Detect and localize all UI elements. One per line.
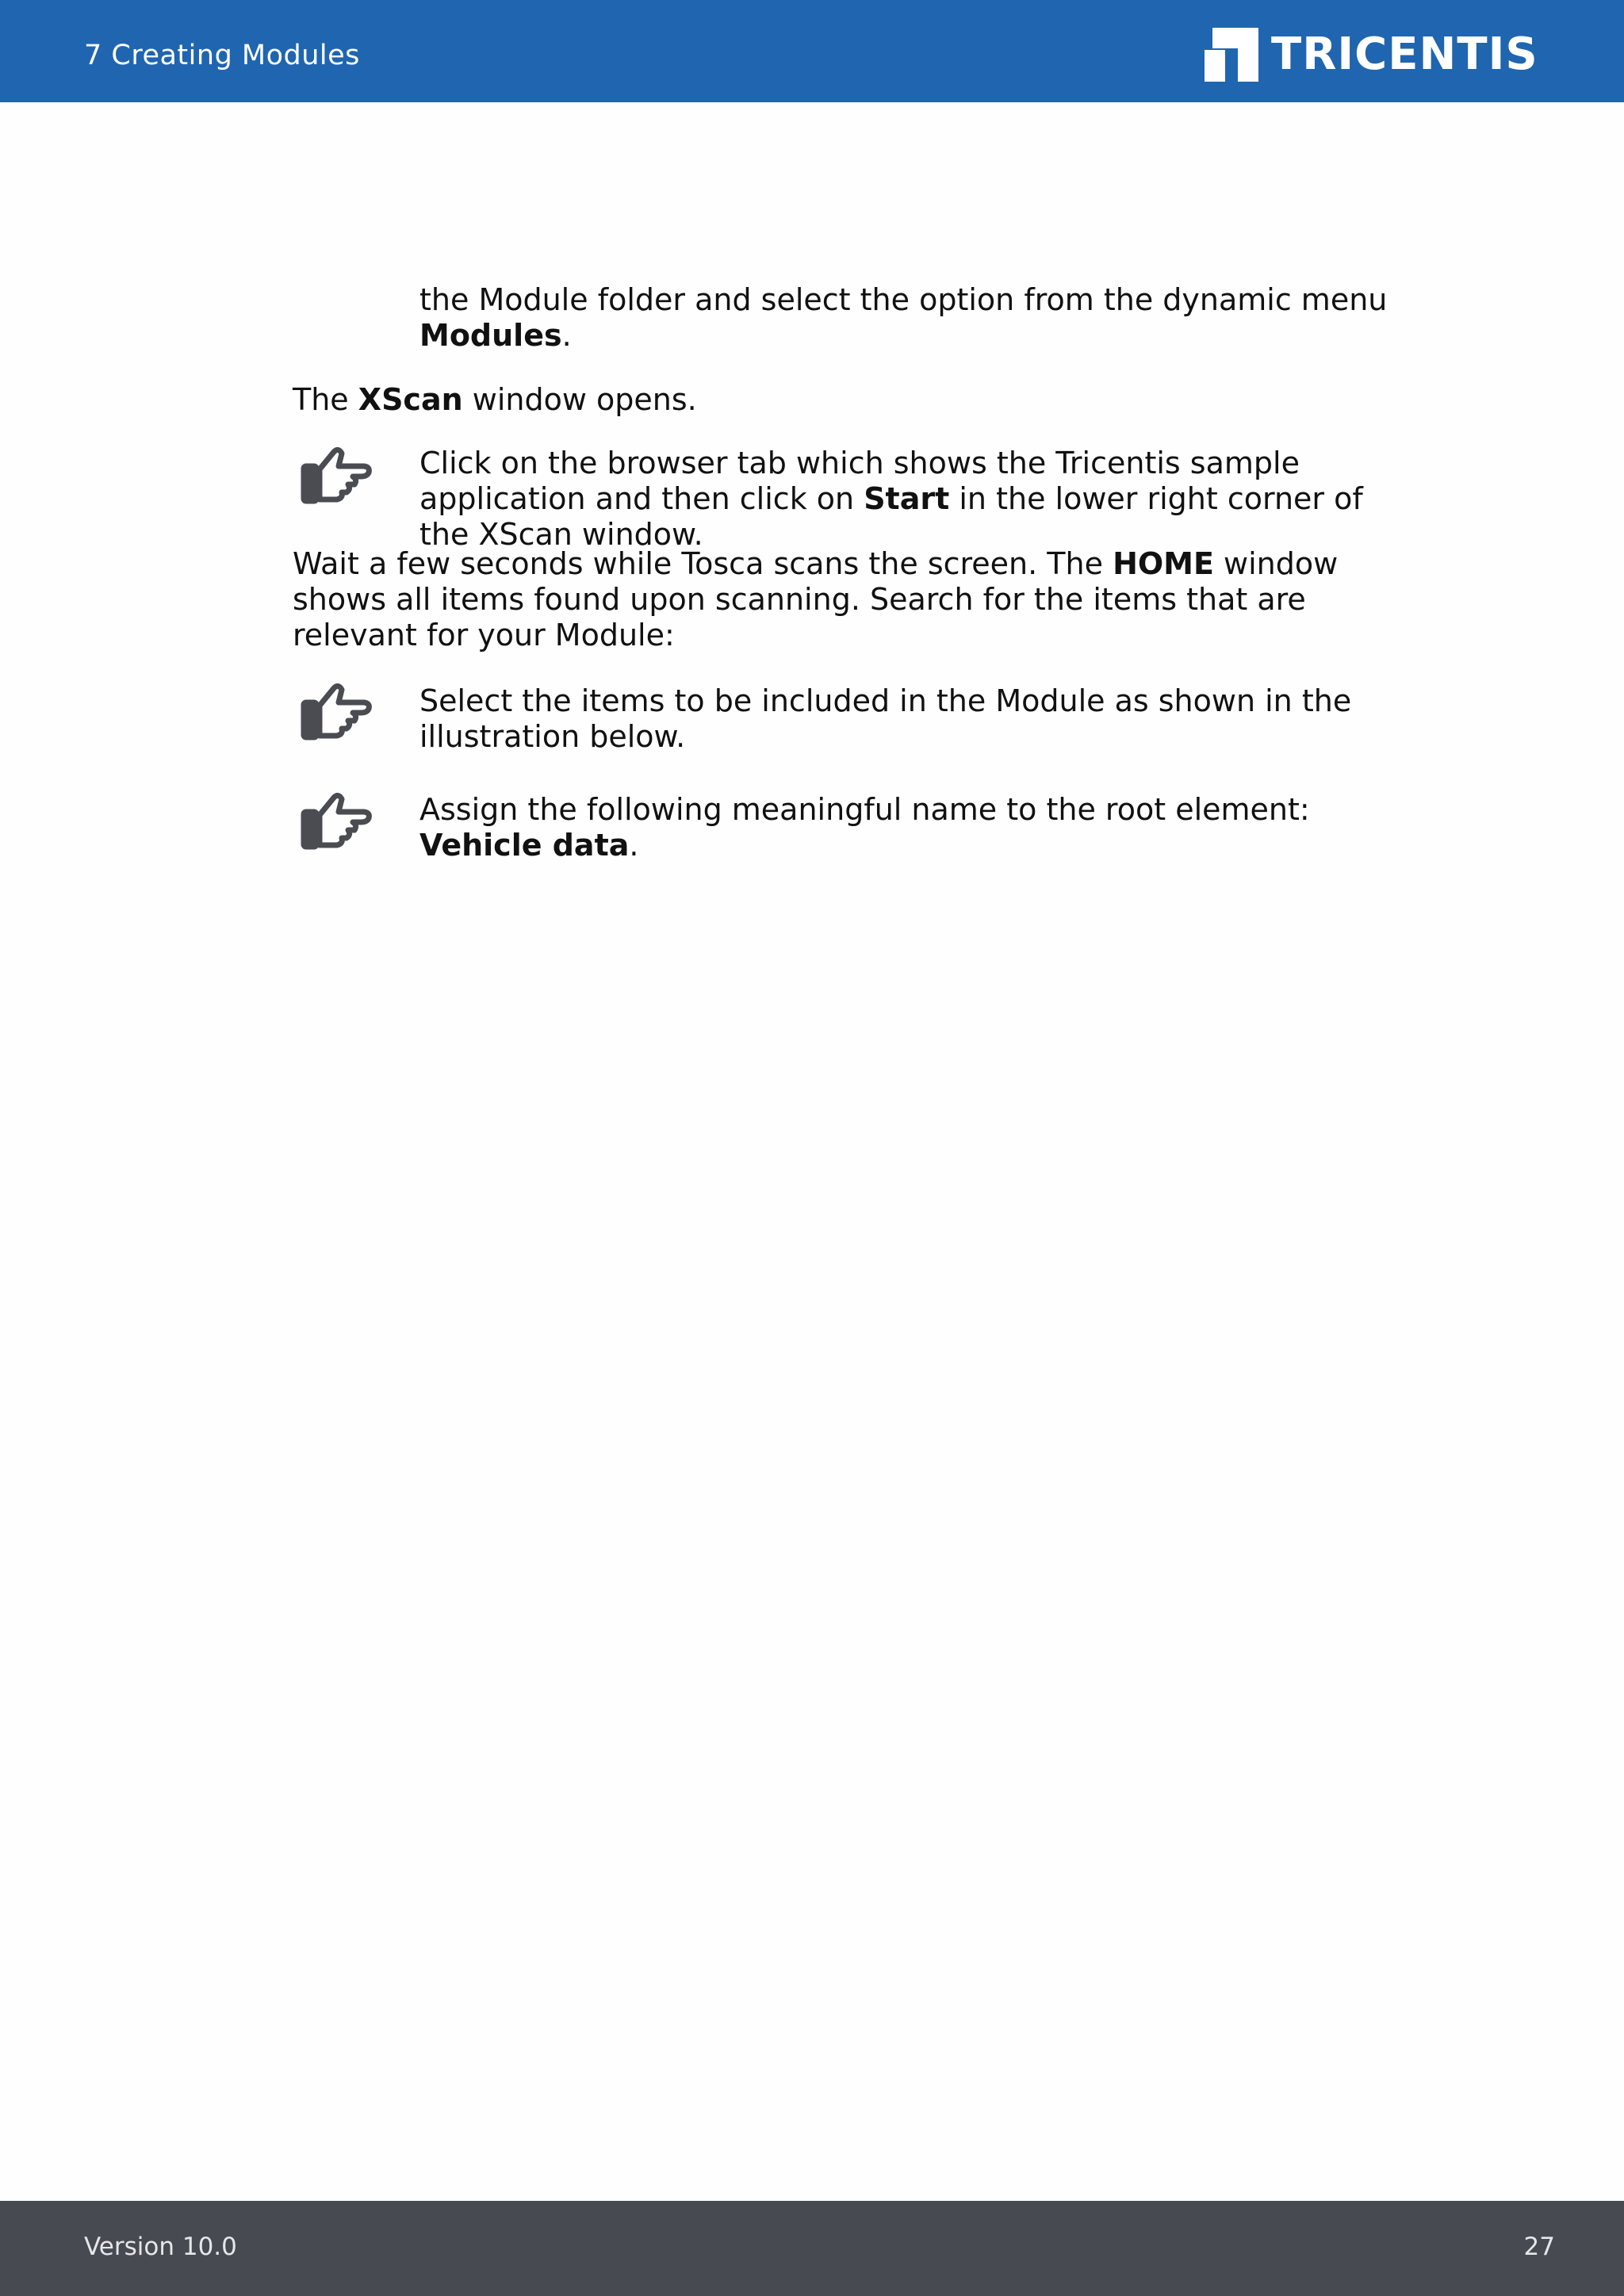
pointing-hand-icon	[297, 442, 373, 509]
page-footer	[0, 2201, 1624, 2296]
text: Wait a few seconds while Tosca scans the screen. The	[293, 546, 1113, 581]
text: .	[561, 318, 572, 353]
text: The	[293, 382, 358, 417]
logo-wordmark: TRICENTIS	[1271, 29, 1538, 80]
text: .	[629, 828, 639, 863]
tricentis-logo-icon	[1205, 28, 1258, 82]
paragraph-module-folder	[419, 282, 1411, 354]
bold-text: Vehicle data	[419, 828, 630, 863]
page-header	[0, 0, 1624, 102]
bold-text: XScan	[358, 382, 463, 417]
page-number: 27	[1523, 2233, 1555, 2261]
paragraph-xscan-opens	[293, 382, 1411, 418]
tricentis-logo	[1205, 27, 1538, 82]
step-select-items	[419, 683, 1411, 755]
pointing-hand-icon	[297, 788, 373, 855]
step-assign-name	[419, 792, 1411, 863]
text: window shows all items found upon scanning. Search for the items that are relevant for your Module:	[293, 546, 1339, 652]
text: Select the items to be included in the Module as shown in the illustration below.	[419, 683, 1352, 754]
step-click-browser-tab	[419, 446, 1411, 553]
bold-text: Modules	[419, 318, 562, 353]
version-label: Version 10.0	[84, 2233, 237, 2261]
pointing-hand-icon	[297, 679, 373, 745]
text: the Module folder and select the option from the dynamic menu	[419, 282, 1388, 317]
text: window opens.	[462, 382, 697, 417]
chapter-title: 7 Creating Modules	[84, 40, 360, 71]
bold-text: HOME	[1113, 546, 1214, 581]
bold-text: Start	[864, 481, 950, 516]
paragraph-wait-scan	[293, 546, 1411, 653]
text: Click on the browser tab which shows the Tricentis sample application and then click on	[419, 446, 1300, 516]
text: in the lower right corner of the XScan window.	[419, 481, 1363, 552]
text: Assign the following meaningful name to the root element:	[419, 792, 1310, 827]
